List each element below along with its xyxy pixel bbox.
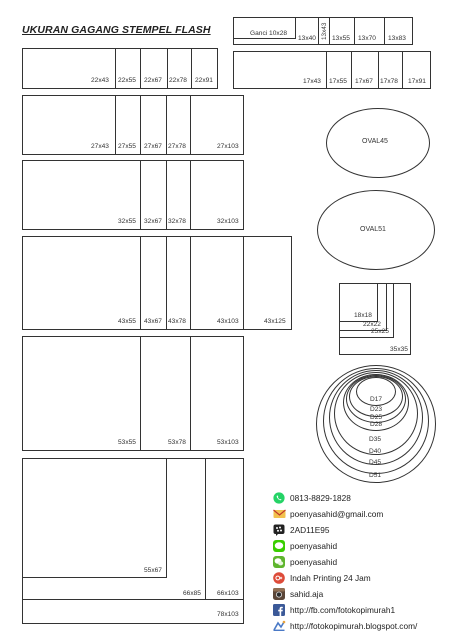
instagram-icon [273, 588, 285, 600]
label-13x55: 13x55 [332, 35, 350, 42]
label-27x67: 27x67 [144, 143, 162, 150]
whatsapp-icon [273, 492, 285, 504]
label-13x43: 13x43 [321, 22, 328, 40]
contact-text: poenyasahid [290, 557, 338, 567]
rect-53x55 [22, 336, 141, 451]
contact-text: http://fotokopimurah.blogspot.com/ [290, 621, 418, 631]
label-oval51: OVAL51 [360, 226, 386, 233]
label-43x125: 43x125 [264, 318, 286, 325]
label-13x40: 13x40 [298, 35, 316, 42]
contact-blogger [273, 619, 453, 635]
contact-line [273, 539, 453, 555]
label-53x103: 53x103 [217, 439, 239, 446]
rect-55x67 [22, 458, 167, 578]
label-43x103: 43x103 [217, 318, 239, 325]
contact-text: poenyasahid@gmail.com [290, 509, 384, 519]
contact-bbm [273, 523, 453, 539]
label-17x55: 17x55 [329, 78, 347, 85]
contact-text: 2AD11E95 [290, 525, 330, 535]
contact-text: poenyasahid [290, 541, 338, 551]
label-17x78: 17x78 [380, 78, 398, 85]
contact-wechat [273, 555, 453, 571]
contact-whatsapp [273, 491, 453, 507]
label-27x103: 27x103 [217, 143, 239, 150]
label-32x67: 32x67 [144, 218, 162, 225]
label-17x43: 17x43 [303, 78, 321, 85]
label-27x43: 27x43 [91, 143, 109, 150]
label-32x55: 32x55 [118, 218, 136, 225]
label-13x70: 13x70 [358, 35, 376, 42]
label-13x83: 13x83 [388, 35, 406, 42]
label-27x78: 27x78 [168, 143, 186, 150]
contact-text: sahid.aja [290, 589, 324, 599]
label-32x78: 32x78 [168, 218, 186, 225]
label-27x55: 27x55 [118, 143, 136, 150]
label-22x78: 22x78 [169, 77, 187, 84]
line-icon [273, 540, 285, 552]
label-22x91: 22x91 [195, 77, 213, 84]
rect-43x55 [22, 236, 141, 330]
page-title: UKURAN GAGANG STEMPEL FLASH [22, 24, 211, 36]
contact-google-plus [273, 571, 453, 587]
label-25x25: 25x25 [371, 328, 389, 335]
label-ganci-10x28: Ganci 10x28 [250, 30, 288, 37]
contact-instagram [273, 587, 453, 603]
label-d23: D23 [370, 406, 383, 413]
label-22x22: 22x22 [363, 321, 381, 328]
label-d28: D28 [370, 421, 383, 428]
label-43x78: 43x78 [168, 318, 186, 325]
wechat-icon [273, 556, 285, 568]
email-icon [273, 508, 286, 520]
google-plus-icon [273, 572, 285, 584]
label-17x91: 17x91 [408, 78, 426, 85]
label-17x67: 17x67 [355, 78, 373, 85]
label-53x78: 53x78 [168, 439, 186, 446]
label-18x18: 18x18 [354, 312, 372, 319]
label-d25: D25 [370, 414, 383, 421]
label-d51: D51 [369, 472, 382, 479]
label-22x43: 22x43 [91, 77, 109, 84]
label-d40: D40 [369, 448, 382, 455]
label-35x35: 35x35 [390, 346, 408, 353]
contact-facebook [273, 603, 453, 619]
label-22x55: 22x55 [118, 77, 136, 84]
label-66x103: 66x103 [217, 590, 239, 597]
contact-email [273, 507, 453, 523]
label-32x103: 32x103 [217, 218, 239, 225]
label-43x67: 43x67 [144, 318, 162, 325]
label-66x85: 66x85 [183, 590, 201, 597]
label-22x67: 22x67 [144, 77, 162, 84]
label-43x55: 43x55 [118, 318, 136, 325]
contact-text: http://fb.com/fotokopimurah1 [290, 605, 396, 615]
label-78x103: 78x103 [217, 611, 239, 618]
blogger-icon [273, 620, 286, 632]
label-oval45: OVAL45 [362, 138, 388, 145]
label-d17: D17 [370, 396, 383, 403]
label-d35: D35 [369, 436, 382, 443]
facebook-icon [273, 604, 285, 616]
label-53x55: 53x55 [118, 439, 136, 446]
label-d45: D45 [369, 459, 382, 466]
contact-text: Indah Printing 24 Jam [290, 573, 371, 583]
bbm-icon [273, 524, 285, 536]
label-55x67: 55x67 [144, 567, 162, 574]
contact-text: 0813-8829-1828 [290, 493, 351, 503]
